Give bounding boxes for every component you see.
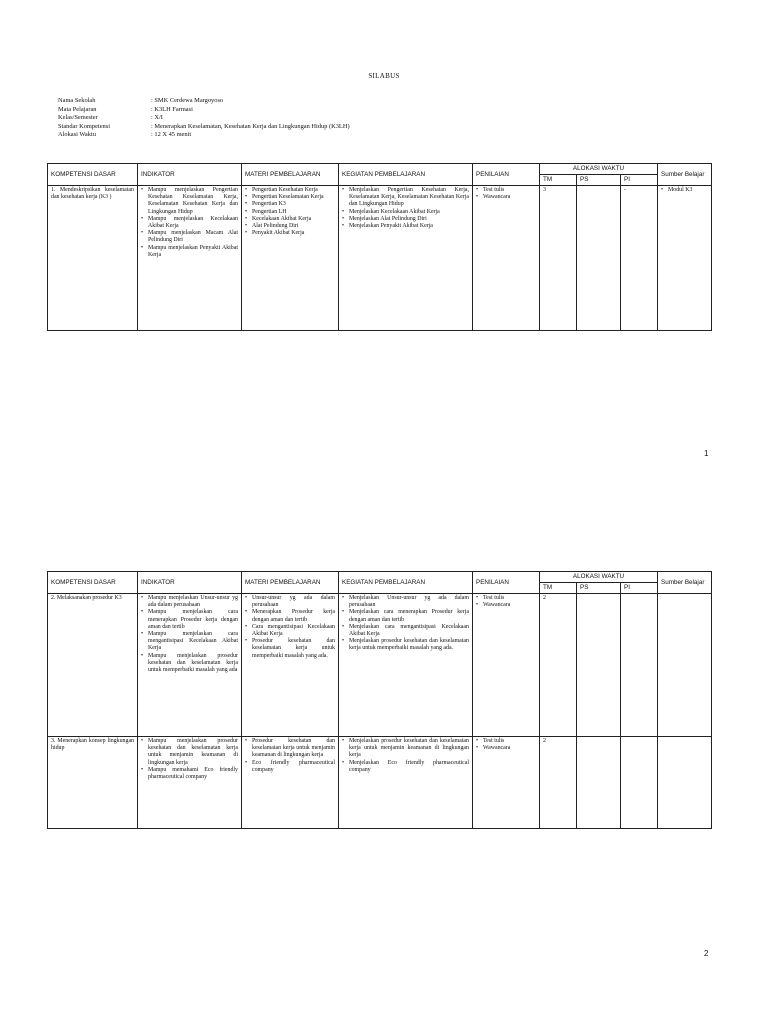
list-item: • Mampu menjelaskan cara mengantisipasi Kecelakaan Akibat Kerja (141, 631, 238, 653)
list-item: • Menjelaskan Pengertian Kesehatan Kerja, Keselamatan Kerja, Keselamatan Kesehatan Kerja dan Lingkungan Hidup (342, 187, 469, 209)
cell-tm: 2 (540, 737, 577, 829)
list-item: • Wawancara (476, 194, 536, 201)
cell-sumber-belajar (658, 594, 712, 737)
list-item: • Menerapkan Prosedur kerja dengan aman dan tertib (245, 609, 335, 623)
header-tm: TM (540, 583, 577, 594)
table-row (48, 186, 712, 331)
list-item: • Prosedur kesehatan dan keselamatan kerja untuk memperbaiki masalah yang ada. (245, 638, 335, 660)
syllabus-table-page-2 (47, 571, 712, 829)
list-item: • Menjelaskan Unsur-unsur yg ada dalam perusahaan (342, 595, 469, 609)
list-item: • Wawancara (476, 745, 536, 752)
list-item: • Test tulis (476, 595, 536, 602)
meta-label: Kelas/Semester (58, 114, 98, 122)
header-indikator: INDIKATOR (138, 164, 242, 186)
header-kegiatan: KEGIATAN PEMBELAJARAN (339, 164, 473, 186)
list-item: • Cara mengantisipasi Kecelakaan Akibat Kerja (245, 624, 335, 638)
cell-sumber-belajar (658, 186, 712, 331)
list-item: • Pengertian K3 (245, 201, 335, 208)
list-item: • Mampu menjelaskan Kecelakaan Akibat Kerja (141, 216, 238, 230)
list-item: • Penyakit Akibat Kerja (245, 230, 335, 237)
list-item: • Mampu menjelaskan prosedur kesehatan dan keselamatan kerja untuk memperbaiki masalah yang ada (141, 653, 238, 675)
meta-label: Mata Pelajaran (58, 105, 97, 113)
meta-row (58, 114, 350, 123)
cell-penilaian (473, 737, 540, 829)
header-kegiatan: KEGIATAN PEMBELAJARAN (339, 572, 473, 594)
cell-materi (242, 186, 339, 331)
table-row (48, 737, 712, 829)
list-item: • Mampu menjelaskan Macam Alat Pelindung Diri (141, 230, 238, 244)
cell-kompetensi-dasar: 3. Menerapkan konsep lingkungan hidup (48, 737, 138, 829)
list-item: • Test tulis (476, 187, 536, 194)
list-item: • Menjelaskan Eco friendly pharmaceutical company (342, 760, 469, 774)
cell-tm: 2 (540, 594, 577, 737)
list-item: • Menjelaskan Alat Pelindung Diri (342, 216, 469, 223)
table-row (48, 594, 712, 737)
page-number: 2 (704, 949, 709, 958)
page-title: SILABUS (368, 72, 400, 80)
list-item: • Wawancara (476, 602, 536, 609)
table-header-row (48, 572, 712, 583)
header-sumber-belajar: Sumber Belajar (658, 164, 712, 186)
cell-pi (621, 594, 658, 737)
list-item: • Menjelaskan cara menerapkan Prosedur kerja dengan aman dan tertib (342, 609, 469, 623)
list-item: • Mampu menjelaskan Pengertian Kesehatan Keselamatan Kerja, Keselamatan Kesehatan Kerja dan Lingkungan Hidup (141, 187, 238, 216)
header-alokasi-waktu: ALOKASI WAKTU (540, 572, 658, 583)
cell-sumber-belajar (658, 737, 712, 829)
list-item: • Menjelaskan prosedur kesehatan dan keselamatan kerja untuk memperbaiki masalah yang ada. (342, 638, 469, 652)
page-number: 1 (704, 449, 709, 458)
cell-materi (242, 737, 339, 829)
list-item: • Alat Pelindung Diri (245, 223, 335, 230)
header-indikator: INDIKATOR (138, 572, 242, 594)
list-item: • Pengertian Kesehatan Kerja (245, 187, 335, 194)
list-item: • Menjelaskan prosedur kesehatan dan keselamatan kerja untuk menjamin keamanan di lingkungan kerja (342, 738, 469, 760)
meta-value: : SMK Cerdewa Margoyoso (151, 97, 224, 104)
meta-row (58, 131, 350, 140)
header-pi: PI (621, 583, 658, 594)
header-tm: TM (540, 175, 577, 186)
list-item: • Test tulis (476, 738, 536, 745)
cell-kompetensi-dasar: 2. Melaksanakan prosedur K3 (48, 594, 138, 737)
list-item: • Unsur-unsur yg ada dalam perusahaan (245, 595, 335, 609)
list-item: • Modul K3 (661, 187, 708, 194)
header-ps: PS (577, 175, 621, 186)
cell-indikator (138, 594, 242, 737)
cell-penilaian (473, 186, 540, 331)
list-item: • Eco friendly pharmaceutical company (245, 760, 335, 774)
header-pi: PI (621, 175, 658, 186)
header-penilaian: PENILAIAN (473, 164, 540, 186)
cell-kegiatan (339, 737, 473, 829)
meta-value: : 12 X 45 menit (151, 131, 192, 139)
header-materi: MATERI PEMBELAJARAN (242, 572, 339, 594)
list-item: • Pengertian Keselamatan Kerja (245, 194, 335, 201)
cell-indikator (138, 186, 242, 331)
list-item: • Kecelakaan Akibat Kerja (245, 216, 335, 223)
meta-label: Nama Sekolah (58, 97, 96, 104)
list-item: • Mampu menjelaskan prosedur kesehatan dan keselamatan kerja untuk menjamin keamanan di lingkungan kerja (141, 738, 238, 767)
header-ps: PS (577, 583, 621, 594)
meta-row (58, 97, 350, 106)
cell-ps (577, 594, 621, 737)
list-item: • Menjelaskan Penyakit Akibat Kerja (342, 223, 469, 230)
cell-kompetensi-dasar: 1. Mendeskripsikan keselamatan dan kesehatan kerja (K3 ) (48, 186, 138, 331)
document-meta (58, 97, 350, 140)
cell-tm: 3 (540, 186, 577, 331)
header-materi: MATERI PEMBELAJARAN (242, 164, 339, 186)
cell-kegiatan (339, 186, 473, 331)
list-item: • Pengertian LH (245, 209, 335, 216)
meta-value: : Menerapkan Keselamatan, Kesehatan Kerja dan Lingkungan Hidup (K3LH) (151, 122, 350, 130)
list-item: • Mampu menjelaskan cara menerapkan Prosedur kerja dengan aman dan tertib (141, 609, 238, 631)
list-item: • Mampu menjelaskan Penyakit Akibat Kerja (141, 245, 238, 259)
list-item: • Mampu menjelaskan Unsur-unsur yg ada dalam perusahaan (141, 595, 238, 609)
meta-row (58, 123, 350, 132)
header-kompetensi-dasar: KOMPETENSI DASAR (48, 164, 138, 186)
cell-kegiatan (339, 594, 473, 737)
list-item: • Menjelaskan Kecelakaan Akibat Kerja (342, 209, 469, 216)
meta-value: : K3LH Farmasi (151, 105, 193, 113)
list-item: • Menjelaskan cara mengantisipasi Kecelakaan Akibat Kerja (342, 624, 469, 638)
table-header-row (48, 164, 712, 175)
header-sumber-belajar: Sumber Belajar (658, 572, 712, 594)
header-penilaian: PENILAIAN (473, 572, 540, 594)
cell-penilaian (473, 594, 540, 737)
header-kompetensi-dasar: KOMPETENSI DASAR (48, 572, 138, 594)
list-item: • Prosedur kesehatan dan keselamatan kerja untuk menjamin keamanan di lingkungan kerja (245, 738, 335, 760)
cell-materi (242, 594, 339, 737)
meta-value: : X/I (151, 114, 163, 122)
list-item: • Mampu memahami Eco friendly pharmaceutical company (141, 767, 238, 781)
cell-ps (577, 186, 621, 331)
header-alokasi-waktu: ALOKASI WAKTU (540, 164, 658, 175)
meta-label: Alokasi Waktu (58, 131, 96, 139)
syllabus-table-page-1 (47, 163, 712, 331)
cell-pi: - (621, 186, 658, 331)
meta-row (58, 106, 350, 115)
meta-label: Standar Kompetensi (58, 122, 111, 130)
cell-pi (621, 737, 658, 829)
cell-indikator (138, 737, 242, 829)
cell-ps (577, 737, 621, 829)
